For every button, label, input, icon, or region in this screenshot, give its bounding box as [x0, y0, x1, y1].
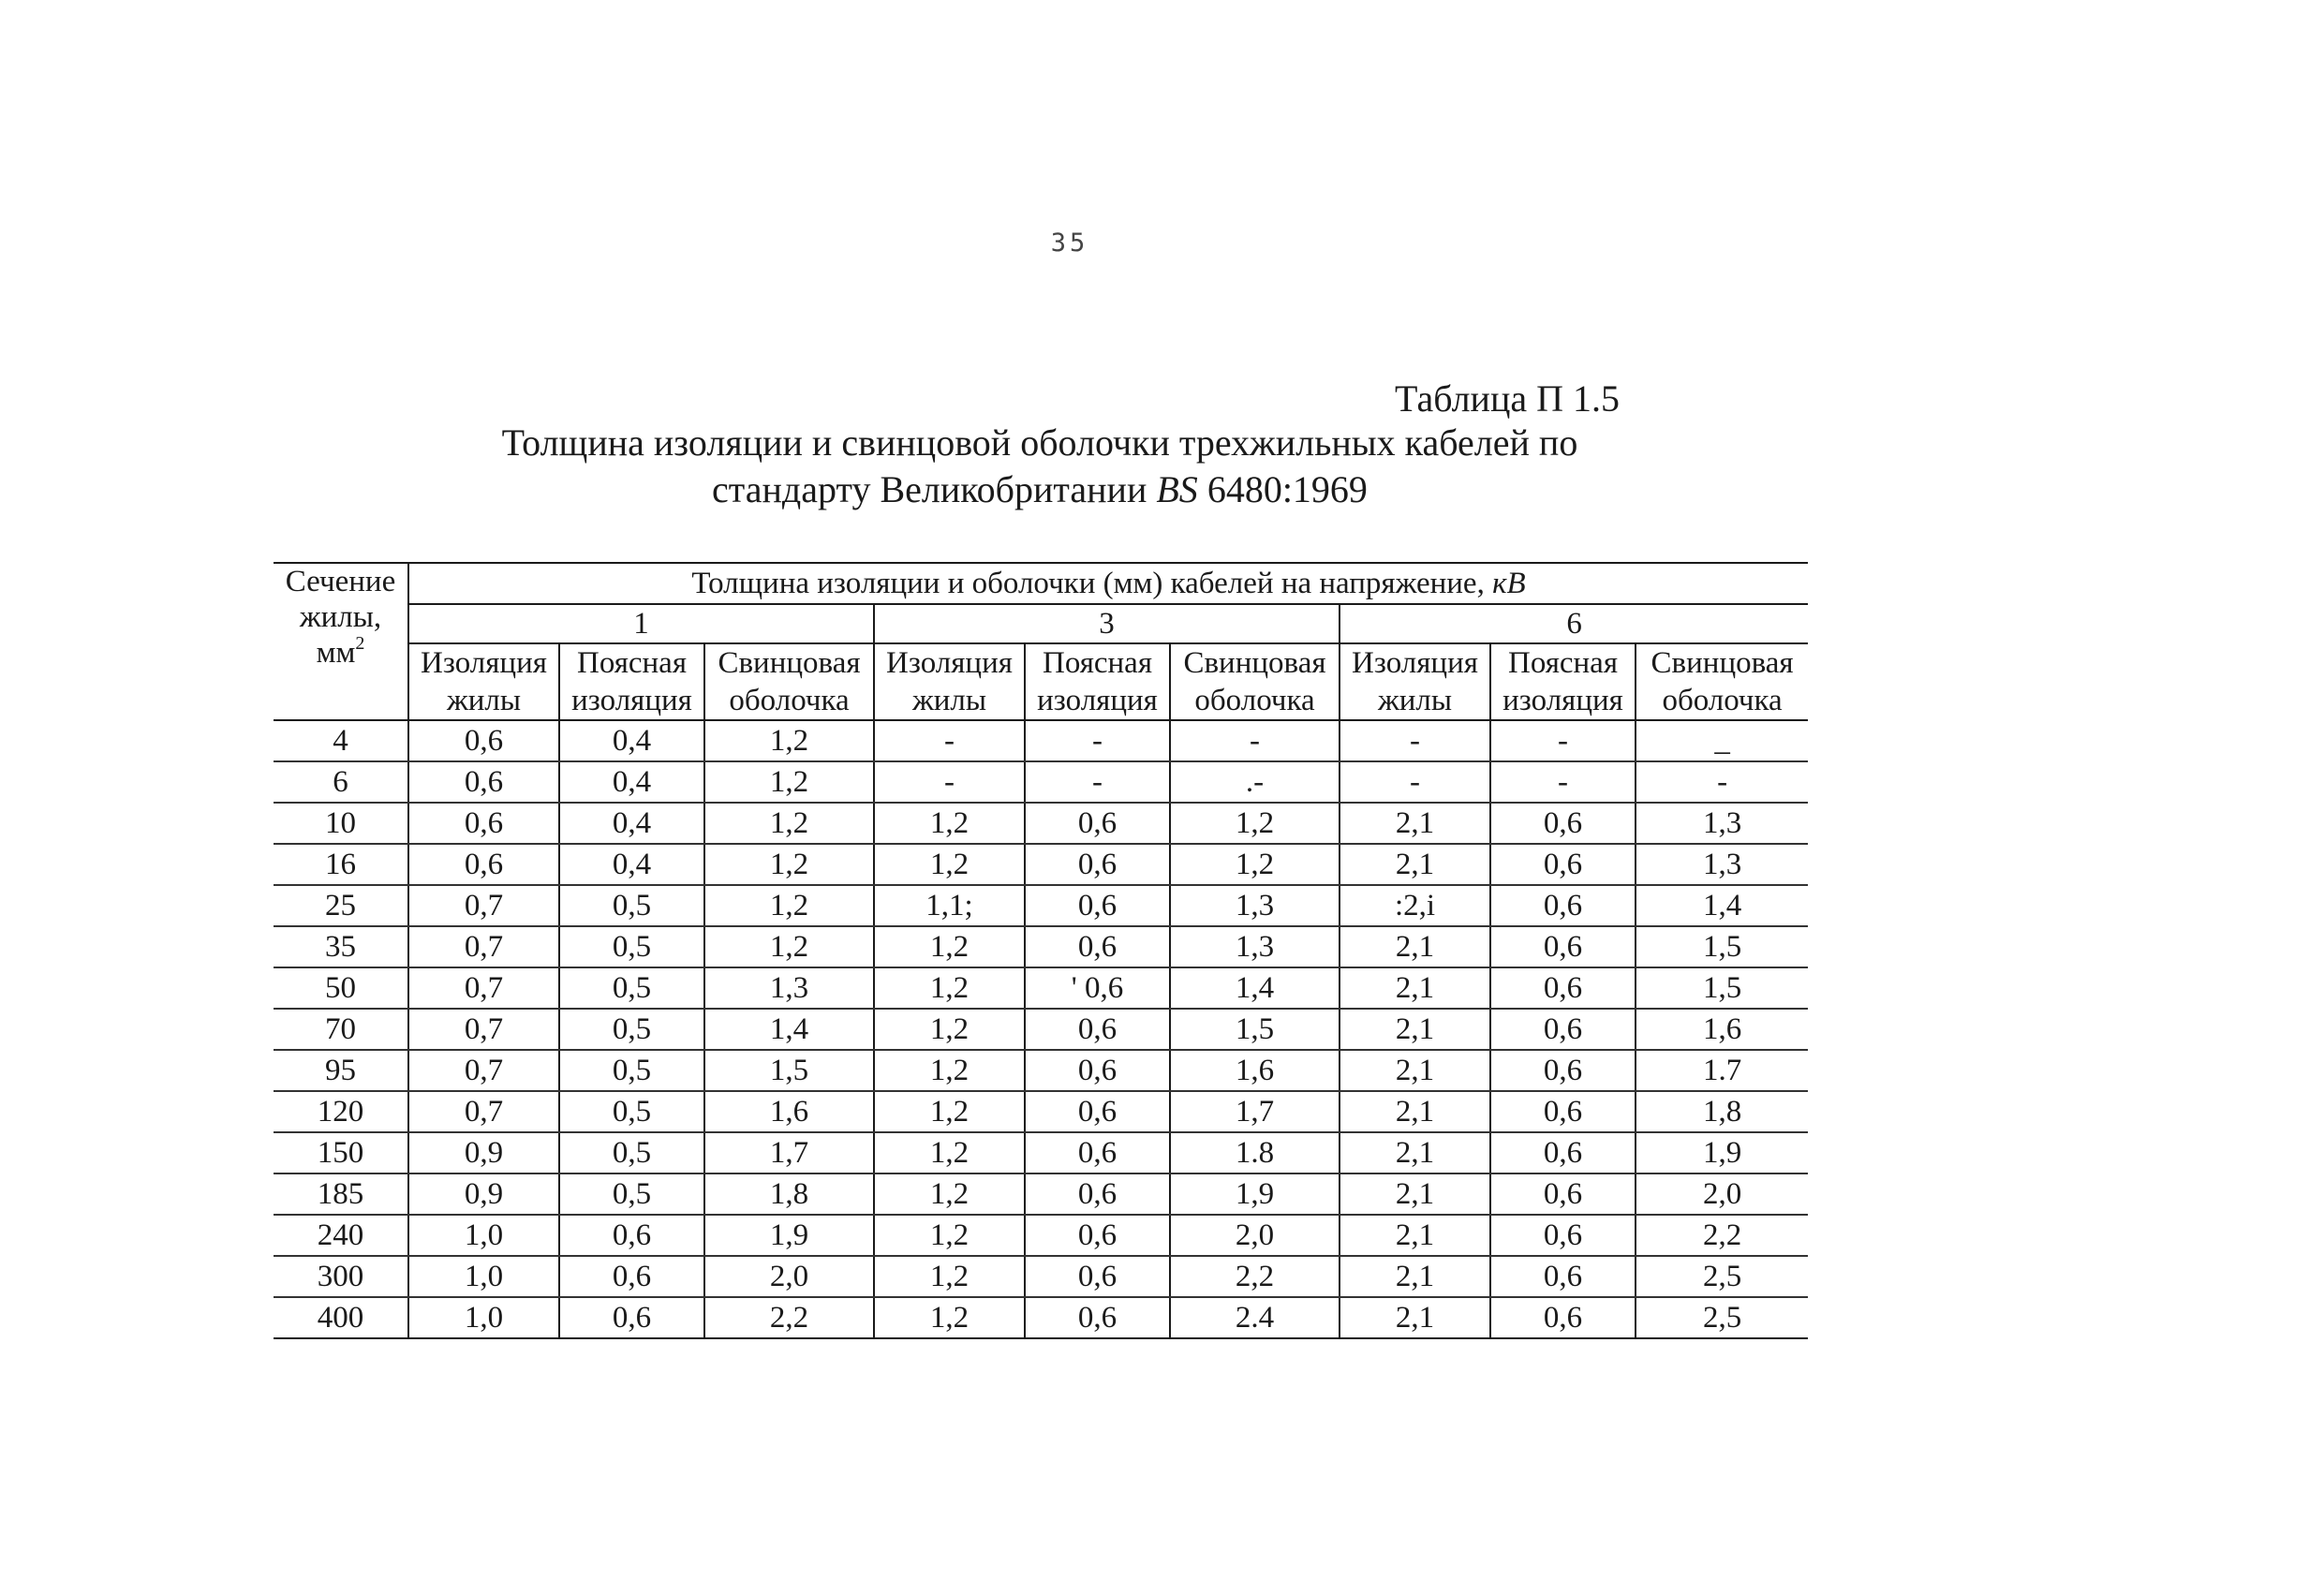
table-row: [274, 803, 1808, 844]
thickness-cell: 1,2: [874, 1132, 1025, 1173]
thickness-cell: 1,5: [1636, 926, 1808, 967]
thickness-cell: 2,5: [1636, 1256, 1808, 1297]
thickness-cell: 2,2: [704, 1297, 874, 1338]
thickness-cell: 0,5: [559, 926, 704, 967]
thickness-cell: 0,7: [408, 926, 559, 967]
subheader-line-1: Изоляция: [886, 646, 1013, 680]
thickness-cell: 0,6: [1490, 1091, 1636, 1132]
thickness-cell: _: [1636, 720, 1808, 761]
thickness-cell: 2,1: [1340, 1173, 1490, 1215]
subheader-line-1: Свинцовая: [1183, 646, 1326, 680]
cross-section-cell: 6: [274, 761, 408, 803]
table-row: [274, 1256, 1808, 1297]
thickness-cell: 0,7: [408, 1009, 559, 1050]
cross-section-cell: 120: [274, 1091, 408, 1132]
thickness-cell: 1,2: [704, 720, 874, 761]
span-header-unit: кВ: [1492, 567, 1526, 600]
thickness-cell: 1,4: [1170, 967, 1340, 1009]
table-label: Таблица П 1.5: [1395, 377, 1620, 420]
thickness-cell: 0,6: [1025, 1009, 1170, 1050]
thickness-cell: 0,9: [408, 1173, 559, 1215]
thickness-cell: 0,5: [559, 1091, 704, 1132]
table-row: [274, 761, 1808, 803]
thickness-cell: 0,5: [559, 1173, 704, 1215]
thickness-cell: -: [1490, 761, 1636, 803]
thickness-cell: 0,7: [408, 885, 559, 926]
thickness-cell: 1,2: [874, 1009, 1025, 1050]
cross-section-cell: 95: [274, 1050, 408, 1091]
thickness-cell: 1,3: [704, 967, 874, 1009]
thickness-cell: 0,6: [559, 1297, 704, 1338]
thickness-cell: 0,6: [1025, 1297, 1170, 1338]
table-body: [274, 720, 1808, 1338]
thickness-cell: 2,5: [1636, 1297, 1808, 1338]
thickness-cell: 1,2: [874, 1256, 1025, 1297]
table-row: [274, 720, 1808, 761]
stub-header-line-3: [274, 635, 407, 671]
thickness-cell: 0,6: [1025, 1256, 1170, 1297]
thickness-cell: 1,2: [1170, 844, 1340, 885]
stub-header-line-2: жилы,: [299, 600, 382, 634]
subheader-line-1: Свинцовая: [718, 646, 861, 680]
thickness-cell: 1,2: [704, 926, 874, 967]
thickness-cell: 1.7: [1636, 1050, 1808, 1091]
table-row: [274, 1050, 1808, 1091]
subheader-line-2: жилы: [1377, 684, 1453, 717]
thickness-cell: 0,6: [1490, 844, 1636, 885]
thickness-cell: 0,4: [559, 720, 704, 761]
thickness-cell: 0,5: [559, 885, 704, 926]
thickness-cell: 0,4: [559, 761, 704, 803]
cross-section-cell: 400: [274, 1297, 408, 1338]
header-row-columns: [274, 643, 1808, 720]
thickness-cell: 0,6: [1025, 1091, 1170, 1132]
title-line-2-suffix: 6480:1969: [1197, 468, 1368, 510]
subheader-line-2: оболочка: [1194, 684, 1315, 717]
voltage-header-1kv: 1: [408, 604, 874, 643]
table-row: [274, 967, 1808, 1009]
table-row: [274, 1173, 1808, 1215]
page-number: 35: [1050, 229, 1089, 258]
thickness-cell: 2,1: [1340, 1132, 1490, 1173]
thickness-cell: 1,4: [1636, 885, 1808, 926]
thickness-cell: 1,2: [874, 926, 1025, 967]
lead-sheath-header-1kv: [704, 643, 874, 720]
thickness-cell: 1,6: [704, 1091, 874, 1132]
cross-section-cell: 300: [274, 1256, 408, 1297]
thickness-cell: 1,2: [874, 1091, 1025, 1132]
subheader-line-1: Поясная: [1042, 646, 1152, 680]
thickness-cell: 1,4: [704, 1009, 874, 1050]
lead-sheath-header-3kv: [1170, 643, 1340, 720]
belt-insulation-header-3kv: [1025, 643, 1170, 720]
thickness-cell: 0,6: [1490, 1050, 1636, 1091]
thickness-cell: :2,i: [1340, 885, 1490, 926]
subheader-line-1: Изоляция: [1352, 646, 1478, 680]
span-header-thickness: [408, 563, 1808, 604]
thickness-cell: 0,6: [408, 761, 559, 803]
thickness-cell: 1,5: [1170, 1009, 1340, 1050]
table-header: [274, 563, 1808, 720]
thickness-cell: 0,6: [1490, 967, 1636, 1009]
thickness-cell: 0,6: [1490, 1256, 1636, 1297]
cross-section-cell: 25: [274, 885, 408, 926]
lead-sheath-header-6kv: [1636, 643, 1808, 720]
thickness-cell: 0,4: [559, 844, 704, 885]
belt-insulation-header-1kv: [559, 643, 704, 720]
table-row: [274, 1132, 1808, 1173]
core-insulation-header-3kv: [874, 643, 1025, 720]
thickness-cell: 1,2: [704, 761, 874, 803]
subheader-line-2: изоляция: [571, 684, 692, 717]
insulation-thickness-table: [274, 562, 1808, 1339]
thickness-cell: 0,5: [559, 1009, 704, 1050]
thickness-cell: 0,6: [1025, 803, 1170, 844]
subheader-line-1: Поясная: [576, 646, 687, 680]
thickness-cell: 1,7: [704, 1132, 874, 1173]
thickness-cell: 0,6: [1025, 1173, 1170, 1215]
subheader-line-1: Свинцовая: [1650, 646, 1794, 680]
stub-header-line-1: Сечение: [285, 565, 396, 598]
title-standard-code: BS: [1156, 468, 1198, 510]
header-row-voltage: [274, 604, 1808, 643]
thickness-cell: 0,6: [1025, 844, 1170, 885]
subheader-line-1: Поясная: [1507, 646, 1618, 680]
thickness-cell: 0,6: [1490, 1215, 1636, 1256]
thickness-cell: 0,5: [559, 967, 704, 1009]
thickness-cell: 0,6: [408, 844, 559, 885]
thickness-cell: 1,5: [704, 1050, 874, 1091]
thickness-cell: -: [874, 720, 1025, 761]
cross-section-cell: 185: [274, 1173, 408, 1215]
core-insulation-header-6kv: [1340, 643, 1490, 720]
cross-section-cell: 4: [274, 720, 408, 761]
thickness-cell: 1,3: [1170, 926, 1340, 967]
subheader-line-1: Изоляция: [421, 646, 547, 680]
thickness-cell: 1,3: [1636, 803, 1808, 844]
thickness-cell: 1,2: [874, 1173, 1025, 1215]
belt-insulation-header-6kv: [1490, 643, 1636, 720]
thickness-cell: 2,1: [1340, 1215, 1490, 1256]
thickness-cell: 0,6: [1025, 1215, 1170, 1256]
thickness-cell: 2,1: [1340, 1091, 1490, 1132]
thickness-cell: ' 0,6: [1025, 967, 1170, 1009]
thickness-cell: 2,0: [704, 1256, 874, 1297]
thickness-cell: 1,3: [1170, 885, 1340, 926]
table-row: [274, 844, 1808, 885]
thickness-cell: -: [1340, 720, 1490, 761]
subheader-line-2: оболочка: [1662, 684, 1783, 717]
thickness-cell: 0,6: [408, 720, 559, 761]
title-line-1: Толщина изоляции и свинцовой оболочки трехжильных кабелей по: [501, 421, 1578, 464]
thickness-cell: 1,0: [408, 1297, 559, 1338]
table-title: [412, 420, 1667, 513]
thickness-cell: 1,6: [1636, 1009, 1808, 1050]
title-line-2-prefix: стандарту Великобритании: [712, 468, 1157, 510]
subheader-line-2: изоляция: [1502, 684, 1623, 717]
thickness-cell: 1,3: [1636, 844, 1808, 885]
cross-section-cell: 35: [274, 926, 408, 967]
thickness-cell: 0,6: [1490, 926, 1636, 967]
table-row: [274, 1215, 1808, 1256]
thickness-cell: 0,6: [1490, 1132, 1636, 1173]
cross-section-cell: 150: [274, 1132, 408, 1173]
span-header-text: Толщина изоляции и оболочки (мм) кабелей на напряжение,: [691, 567, 1493, 600]
thickness-cell: 0,7: [408, 967, 559, 1009]
thickness-cell: 0,6: [1490, 885, 1636, 926]
subheader-line-2: жилы: [911, 684, 987, 717]
stub-header-unit: мм: [316, 636, 356, 670]
table-row: [274, 1297, 1808, 1338]
stub-header-unit-sup: 2: [355, 633, 365, 654]
table-row: [274, 885, 1808, 926]
title-line-2: [412, 466, 1667, 513]
thickness-cell: 2,1: [1340, 1256, 1490, 1297]
cross-section-cell: 10: [274, 803, 408, 844]
thickness-cell: 0,6: [1490, 1009, 1636, 1050]
thickness-cell: 1,2: [874, 1050, 1025, 1091]
thickness-cell: 2,1: [1340, 967, 1490, 1009]
table-row: [274, 926, 1808, 967]
cross-section-cell: 16: [274, 844, 408, 885]
subheader-line-2: жилы: [446, 684, 522, 717]
cross-section-cell: 50: [274, 967, 408, 1009]
stub-header-cross-section: [274, 563, 408, 720]
thickness-cell: 0,6: [1025, 1132, 1170, 1173]
thickness-cell: 2,1: [1340, 1050, 1490, 1091]
thickness-cell: 1,5: [1636, 967, 1808, 1009]
thickness-cell: -: [1340, 761, 1490, 803]
thickness-cell: 1,2: [704, 885, 874, 926]
thickness-cell: 1,2: [874, 1215, 1025, 1256]
thickness-cell: 2,1: [1340, 803, 1490, 844]
thickness-cell: 2.4: [1170, 1297, 1340, 1338]
thickness-cell: 1,0: [408, 1256, 559, 1297]
thickness-cell: 0,7: [408, 1050, 559, 1091]
thickness-cell: 2,1: [1340, 1009, 1490, 1050]
thickness-cell: 0,6: [1025, 926, 1170, 967]
thickness-cell: 2,1: [1340, 926, 1490, 967]
table-row: [274, 1009, 1808, 1050]
thickness-cell: 2,0: [1170, 1215, 1340, 1256]
thickness-cell: 1,1;: [874, 885, 1025, 926]
voltage-header-3kv: 3: [874, 604, 1340, 643]
voltage-header-6kv: 6: [1340, 604, 1808, 643]
thickness-cell: 1,2: [1170, 803, 1340, 844]
thickness-cell: 0,6: [1025, 1050, 1170, 1091]
thickness-cell: 0,9: [408, 1132, 559, 1173]
thickness-cell: 1,2: [704, 803, 874, 844]
core-insulation-header-1kv: [408, 643, 559, 720]
thickness-cell: 2,1: [1340, 1297, 1490, 1338]
thickness-cell: 2,2: [1636, 1215, 1808, 1256]
thickness-cell: 1,7: [1170, 1091, 1340, 1132]
thickness-cell: 0,4: [559, 803, 704, 844]
thickness-cell: 1,8: [1636, 1091, 1808, 1132]
thickness-cell: 1,2: [874, 967, 1025, 1009]
thickness-cell: 1,9: [1636, 1132, 1808, 1173]
thickness-cell: 0,6: [559, 1256, 704, 1297]
thickness-cell: 1,2: [874, 803, 1025, 844]
cross-section-cell: 240: [274, 1215, 408, 1256]
thickness-cell: 1,9: [704, 1215, 874, 1256]
header-row-span: [274, 563, 1808, 604]
thickness-cell: 1,9: [1170, 1173, 1340, 1215]
thickness-cell: 0,6: [408, 803, 559, 844]
table-row: [274, 1091, 1808, 1132]
thickness-cell: 1,2: [704, 844, 874, 885]
thickness-cell: 0,7: [408, 1091, 559, 1132]
thickness-cell: 0,6: [1025, 885, 1170, 926]
thickness-cell: 0,6: [559, 1215, 704, 1256]
thickness-cell: 0,6: [1490, 803, 1636, 844]
thickness-cell: 0,6: [1490, 1297, 1636, 1338]
cross-section-cell: 70: [274, 1009, 408, 1050]
thickness-cell: -: [1490, 720, 1636, 761]
thickness-cell: 0,6: [1490, 1173, 1636, 1215]
thickness-cell: -: [1636, 761, 1808, 803]
thickness-cell: 2,0: [1636, 1173, 1808, 1215]
thickness-cell: 0,5: [559, 1050, 704, 1091]
thickness-cell: 1,0: [408, 1215, 559, 1256]
thickness-cell: .-: [1170, 761, 1340, 803]
thickness-cell: 2,1: [1340, 844, 1490, 885]
thickness-cell: 0,5: [559, 1132, 704, 1173]
subheader-line-2: оболочка: [729, 684, 850, 717]
thickness-cell: 1.8: [1170, 1132, 1340, 1173]
thickness-cell: 1,8: [704, 1173, 874, 1215]
thickness-cell: -: [1025, 761, 1170, 803]
thickness-cell: 1,2: [874, 1297, 1025, 1338]
thickness-cell: 2,2: [1170, 1256, 1340, 1297]
subheader-line-2: изоляция: [1037, 684, 1158, 717]
thickness-cell: 1,2: [874, 844, 1025, 885]
thickness-cell: -: [1025, 720, 1170, 761]
thickness-cell: 1,6: [1170, 1050, 1340, 1091]
thickness-cell: -: [1170, 720, 1340, 761]
thickness-cell: -: [874, 761, 1025, 803]
